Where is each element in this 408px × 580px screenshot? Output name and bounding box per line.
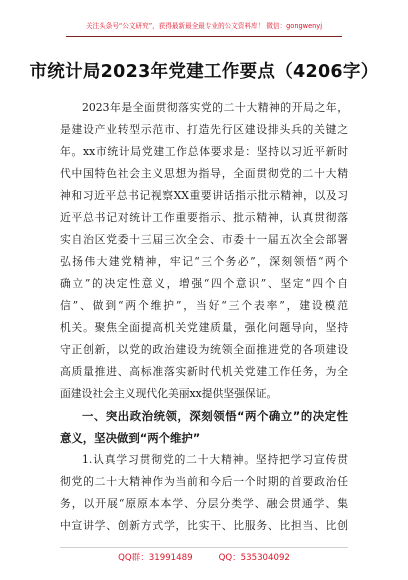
document-title: 市统计局2023年党建工作要点（4206字） — [29, 62, 379, 82]
top-banner: 关注头条号“公文研究”，获得最新最全最专业的公文资料库！ 微信：gongwenyj — [85, 22, 323, 30]
text-line: 近平总书记对统计工作重要指示、批示精神，认真贯彻落 — [60, 211, 348, 224]
text-line: 务，以开展“原原本本学、分层分类学、融会贯通学、集 — [60, 497, 348, 510]
text-line: 神和习近平总书记视察XX重要讲话指示批示精神，以及习 — [60, 189, 348, 202]
item-paragraph — [60, 449, 348, 537]
intro-paragraph — [60, 97, 348, 405]
heading-line: 意义，坚决做到“两个维护” — [60, 431, 201, 445]
footer-contacts — [0, 551, 408, 563]
text-line: 年。xx市统计局党建工作总体要求是：坚持以习近平新时 — [60, 145, 348, 158]
section-heading — [60, 405, 348, 449]
text-line: 是建设产业转型示范市、打造先行区建设排头兵的关键之 — [60, 123, 348, 136]
text-line: 代中国特色社会主义思想为指导，全面贯彻党的二十大精 — [60, 167, 348, 180]
header-rule — [66, 36, 342, 37]
text-line: 彻党的二十大精神作为当前和今后一个时期的首要政治任 — [60, 475, 348, 488]
text-line: 信”、做到“两个维护”，当好“三个表率”，建设模范 — [60, 299, 348, 312]
heading-line: 一、突出政治统领，深刻领悟“两个确立”的决定性 — [82, 409, 348, 423]
text-line: 确立”的决定性意义，增强“四个意识”、坚定“四个自 — [60, 277, 348, 290]
document-body — [60, 97, 348, 537]
footer-qq: QQ：535304092 — [218, 553, 290, 563]
text-line: 中宣讲学、创新方式学，比实干、比服务、比担当、比创 — [60, 519, 348, 532]
footer-rule — [60, 547, 348, 548]
text-line: 2023年是全面贯彻落实党的二十大精神的开局之年， — [82, 101, 348, 114]
text-line: 面建设社会主义现代化美丽xx提供坚强保证。 — [60, 387, 278, 400]
text-line: 守正创新，以党的政治建设为统领全面推进党的各项建设 — [60, 343, 348, 356]
text-line: 机关。聚焦全面提高机关党建质量，强化问题导向，坚持 — [60, 321, 348, 334]
text-line: 高质量推进、高标准落实新时代机关党建工作任务，为全 — [60, 365, 348, 378]
text-line: 弘扬伟大建党精神，牢记“三个务必”，深刻领悟“两个 — [60, 255, 348, 268]
text-line: 1.认真学习贯彻党的二十大精神。坚持把学习宣传贯 — [82, 453, 348, 466]
text-line: 实自治区党委十三届三次全会、市委十一届五次全会部署 — [60, 233, 348, 246]
footer-qq-group: QQ群：31991489 — [118, 553, 193, 563]
